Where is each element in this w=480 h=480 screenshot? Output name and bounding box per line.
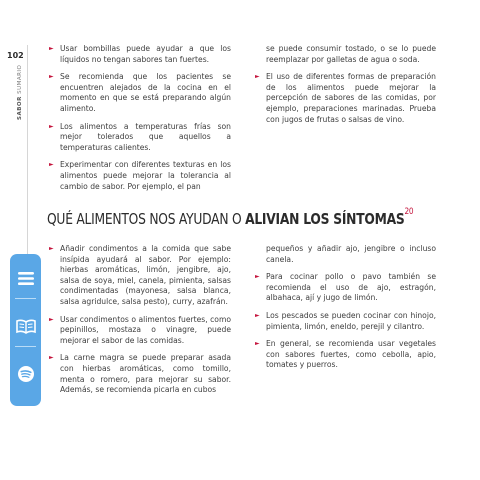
bullet-icon: ► <box>49 245 54 252</box>
bullet-icon: ► <box>49 122 54 130</box>
continuation-text: se puede consumir tostado, o se lo puede reemplazar por galletas de agua o soda. <box>266 44 436 64</box>
list-item <box>49 315 231 347</box>
divider <box>15 298 36 299</box>
list-item <box>255 272 436 304</box>
divider <box>15 346 36 347</box>
list-item-text: Los pescados se pueden cocinar con hinojo, pimienta, limón, eneldo, perejil y cilantro. <box>266 310 436 331</box>
book-icon[interactable] <box>10 314 41 338</box>
list-item <box>49 72 231 114</box>
menu-icon[interactable] <box>10 266 41 290</box>
bullet-icon: ► <box>49 45 54 52</box>
heading-bold: ALIVIAN LOS SÍNTOMAS <box>245 210 405 228</box>
running-head-section: SABOR <box>17 96 23 120</box>
column-bottom-right <box>255 244 436 378</box>
list-item <box>49 160 231 192</box>
bullet-icon: ► <box>255 73 260 81</box>
list-item-text: En general, se recomienda usar vegetales con sabores fuertes, como cebolla, apio, tomates y puerros. <box>266 339 436 370</box>
list-item-text: Para cocinar pollo o pavo también se recomienda el uso de ajo, estragón, albahaca, ají y jugo de limón. <box>266 272 436 303</box>
footnote-reference[interactable]: 20 <box>404 207 414 217</box>
bullet-icon: ► <box>255 311 260 319</box>
column-bottom-left <box>49 244 231 403</box>
column-top-right <box>255 44 436 132</box>
continuation-text: pequeños y añadir ajo, jengibre o incluso canela. <box>266 244 436 264</box>
bullet-icon: ► <box>49 73 54 81</box>
list-item-text: Los alimentos a temperaturas frías son mejor tolerados que aquellos a temperaturas calientes. <box>60 121 231 152</box>
bullet-icon: ► <box>255 273 260 281</box>
bullet-icon: ► <box>49 354 54 362</box>
heading-regular: QUÉ ALIMENTOS NOS AYUDAN O <box>47 210 246 228</box>
list-item <box>49 122 231 154</box>
list-item <box>255 311 436 332</box>
list-item <box>49 353 231 395</box>
bullet-icon: ► <box>255 340 260 348</box>
list-item <box>49 44 231 65</box>
bullet-icon: ► <box>49 315 54 323</box>
column-top-left <box>49 44 231 199</box>
list-item-text: Usar condimentos o alimentos fuertes, como pepinillos, mostaza o vinagre, puede mejorar el sabor de las comidas. <box>60 314 231 345</box>
bullet-icon: ► <box>49 161 54 169</box>
list-item-text: Añadir condimentos a la comida que sabe insípida ayudará al sabor. Por ejemplo: hierbas aromáticas, limón, jengibre, ajo, salsa de soya, miel, canela, pimienta, salsas condimentadas (mayonesa, salsa blanca, salsa agridulce, salsa pesto), curry, azafrán. <box>60 244 231 306</box>
list-item <box>255 339 436 371</box>
spotify-icon[interactable] <box>10 362 41 386</box>
list-item-text: La carne magra se puede preparar asada con hierbas aromáticas, como tomillo, menta o romero, para mejorar su sabor. Además, se recomienda picarla en cubos <box>60 353 231 395</box>
list-item-text: El uso de diferentes formas de preparación de los alimentos puede mejorar la percepción de sabores de las comidas, por ejemplo, preparaciones marinadas. Prueba con jugos de frutas o salsas de vino. <box>266 72 436 124</box>
running-head <box>17 64 27 120</box>
page-number: 102 <box>7 51 24 60</box>
section-heading <box>47 207 414 228</box>
running-head-label: SUMARIO <box>17 64 23 97</box>
list-item-text: Usar bombillas puede ayudar a que los líquidos no tengan sabores tan fuertes. <box>60 44 231 64</box>
list-item <box>255 72 436 125</box>
list-item <box>49 244 231 308</box>
side-navigation-tab <box>10 254 41 406</box>
list-item-text: Se recomienda que los pacientes se encuentren alejados de la cocina en el momento en que se está preparando algún alimento. <box>60 72 231 113</box>
list-item-text: Experimentar con diferentes texturas en los alimentos puede mejorar la tolerancia al cambio de sabor. Por ejemplo, el pan <box>60 160 231 191</box>
